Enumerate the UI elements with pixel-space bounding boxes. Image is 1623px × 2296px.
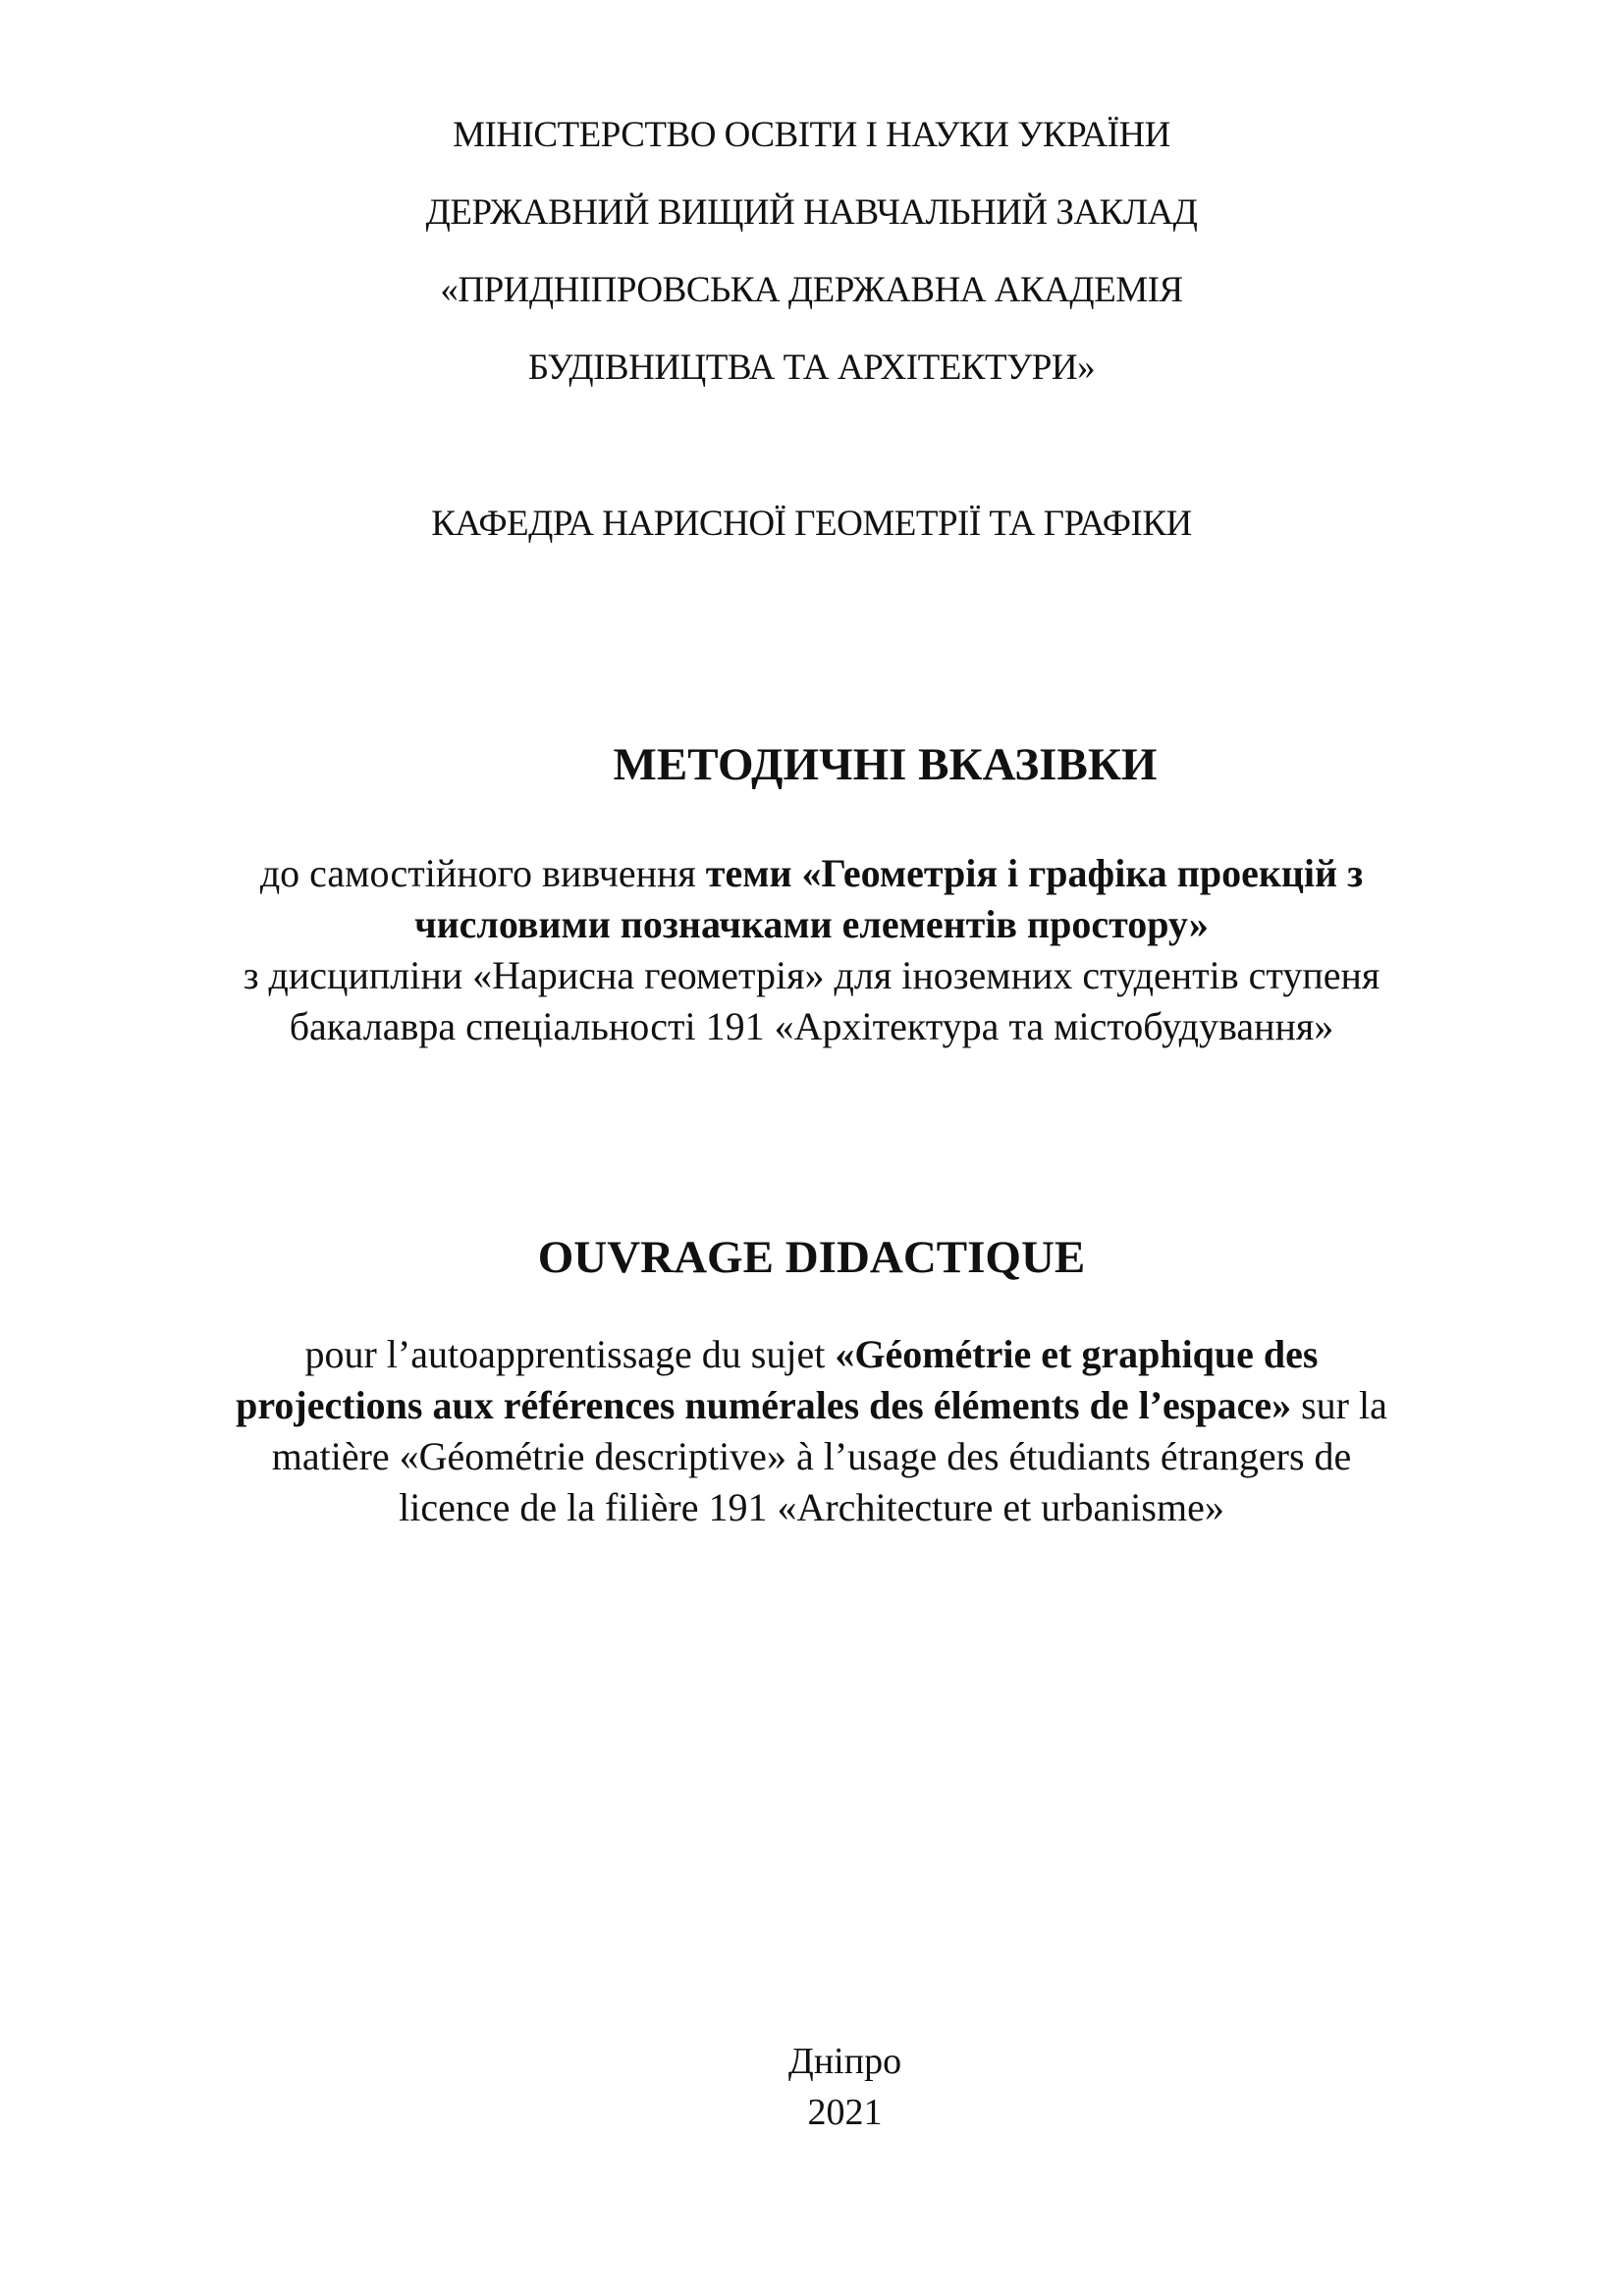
french-subtitle-line1-bold: «Géométrie et graphique des (835, 1332, 1319, 1376)
french-subtitle-line1-normal: pour l’autoapprentissage du sujet (304, 1332, 836, 1376)
header-department: КАФЕДРА НАРИСНОЇ ГЕОМЕТРІЇ ТА ГРАФІКИ (431, 504, 1192, 544)
footer-city: Дніпро (787, 2041, 902, 2082)
ukrainian-subtitle-line4: бакалавра спеціальності 191 «Архітектура та містобудування» (289, 1004, 1334, 1048)
french-subtitle-line2-normal: sur la (1291, 1383, 1387, 1427)
ukrainian-subtitle-line1-bold: теми «Геометрія і графіка проекцій з (705, 851, 1364, 895)
french-subtitle-line2-bold: projections aux références numérales des éléments de l’espace» (236, 1383, 1292, 1427)
ukrainian-subtitle-line3: з дисципліни «Нарисна геометрія» для іноземних студентів ступеня (243, 953, 1380, 997)
french-subtitle-line2 (0, 1382, 1623, 1428)
ukrainian-subtitle-line1 (0, 850, 1623, 896)
french-subtitle-line3: matière «Géométrie descriptive» à l’usage des étudiants étrangers de (271, 1434, 1352, 1478)
header-ministry: МІНІСТЕРСТВО ОСВІТИ І НАУКИ УКРАЇНИ (453, 115, 1170, 155)
ukrainian-title: МЕТОДИЧНІ ВКАЗІВКИ (613, 739, 1158, 790)
french-title: OUVRAGE DIDACTIQUE (537, 1232, 1086, 1283)
header-academy-line1: «ПРИДНІПРОВСЬКА ДЕРЖАВНА АКАДЕМІЯ (440, 270, 1183, 310)
ukrainian-subtitle-line2 (0, 901, 1623, 947)
ukrainian-subtitle-line1-normal: до самостійного вивчення (259, 851, 706, 895)
french-subtitle-line1 (0, 1331, 1623, 1377)
ukrainian-subtitle-line2-bold: числовими позначками елементів простору» (414, 902, 1209, 946)
header-academy-line2: БУДІВНИЦТВА ТА АРХІТЕКТУРИ» (527, 347, 1096, 388)
french-subtitle-line4: licence de la filière 191 «Architecture et urbanisme» (399, 1485, 1224, 1529)
footer-year: 2021 (807, 2092, 883, 2133)
header-institution: ДЕРЖАВНИЙ ВИЩИЙ НАВЧАЛЬНИЙ ЗАКЛАД (425, 192, 1198, 233)
